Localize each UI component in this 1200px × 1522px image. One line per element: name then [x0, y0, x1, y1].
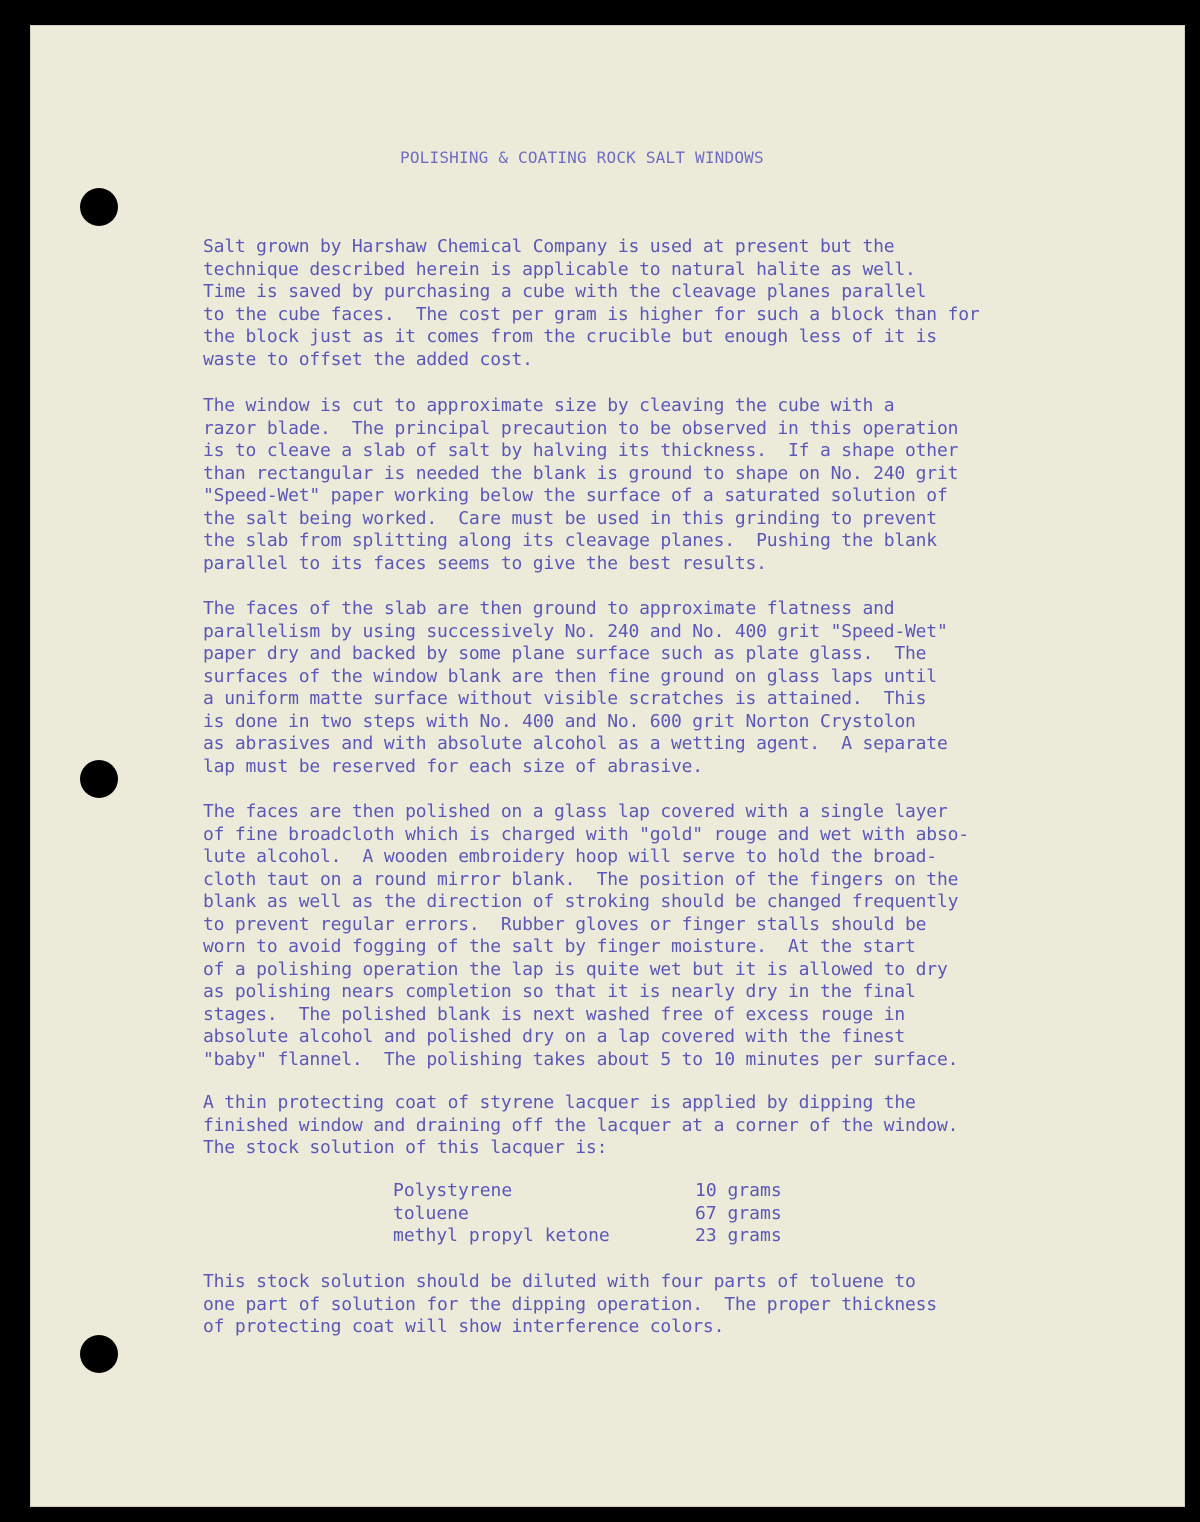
punch-hole-bottom: [80, 1335, 118, 1373]
paragraph-5: A thin protecting coat of styrene lacquer is applied by dipping the finished window and draining off the lacquer at a corner of the window. The stock solution of this lacquer is:: [203, 1092, 959, 1158]
ingredient-name: methyl propyl ketone: [393, 1225, 610, 1246]
recipe-row: [393, 1225, 782, 1248]
ingredient-amount: 67 grams: [695, 1202, 782, 1224]
closing-paragraph: This stock solution should be diluted with four parts of toluene to one part of solution for the dipping operation. The proper thickness of protecting coat will show interference colors.: [203, 1271, 937, 1337]
recipe-row: [393, 1180, 782, 1203]
ingredient-amount: 23 grams: [695, 1225, 782, 1246]
paragraph-4: The faces are then polished on a glass lap covered with a single layer of fine broadcloth which is charged with "gold" rouge and wet with abso- lute alcohol. A wooden embroidery hoop will serve to hold the broad- cloth taut on a round mirror blank. The position of the fingers on the blank as well as the direction of stroking should be changed frequently to prevent regular errors. Rubber gloves or finger stalls should be worn to avoid fogging of the salt by finger moisture. At the start of a polishing operation the lap is quite wet but it is allowed to dry as polishing nears completion so that it is nearly dry in the final stages. The polished blank is next washed free of excess rouge in absolute alcohol and polished dry on a lap covered with the finest "baby" flannel. The polishing takes about 5 to 10 minutes per surface.: [203, 801, 969, 1070]
document-title: POLISHING & COATING ROCK SALT WINDOWS: [400, 148, 764, 167]
paragraph-2: The window is cut to approximate size by cleaving the cube with a razor blade. The principal precaution to be observed in this operation is to cleave a slab of salt by halving its thickness. If a shape other than rectangular is needed the blank is ground to shape on No. 240 grit "Speed-Wet" paper working below the surface of a saturated solution of the salt being worked. Care must be used in this grinding to prevent the slab from splitting along its cleavage planes. Pushing the blank parallel to its faces seems to give the best results.: [203, 395, 959, 574]
ingredient-name: toluene: [393, 1202, 469, 1224]
recipe-row: [393, 1203, 782, 1226]
punch-hole-middle: [80, 760, 118, 798]
ingredient-amount: 10 grams: [695, 1180, 782, 1201]
punch-hole-top: [80, 188, 118, 226]
paragraph-1: Salt grown by Harshaw Chemical Company is used at present but the technique described herein is applicable to natural halite as well. Time is saved by purchasing a cube with the cleavage planes parallel to the cube faces. The cost per gram is higher for such a block than for the block just as it comes from the crucible but enough less of it is waste to offset the added cost.: [203, 236, 980, 370]
paragraph-3: The faces of the slab are then ground to approximate flatness and parallelism by using successively No. 240 and No. 400 grit "Speed-Wet" paper dry and backed by some plane surface such as plate glass. The surfaces of the window blank are then fine ground on glass laps until a uniform matte surface without visible scratches is attained. This is done in two steps with No. 400 and No. 600 grit Norton Crystolon as abrasives and with absolute alcohol as a wetting agent. A separate lap must be reserved for each size of abrasive.: [203, 598, 948, 777]
ingredient-name: Polystyrene: [393, 1180, 513, 1201]
lacquer-recipe: [393, 1180, 782, 1248]
